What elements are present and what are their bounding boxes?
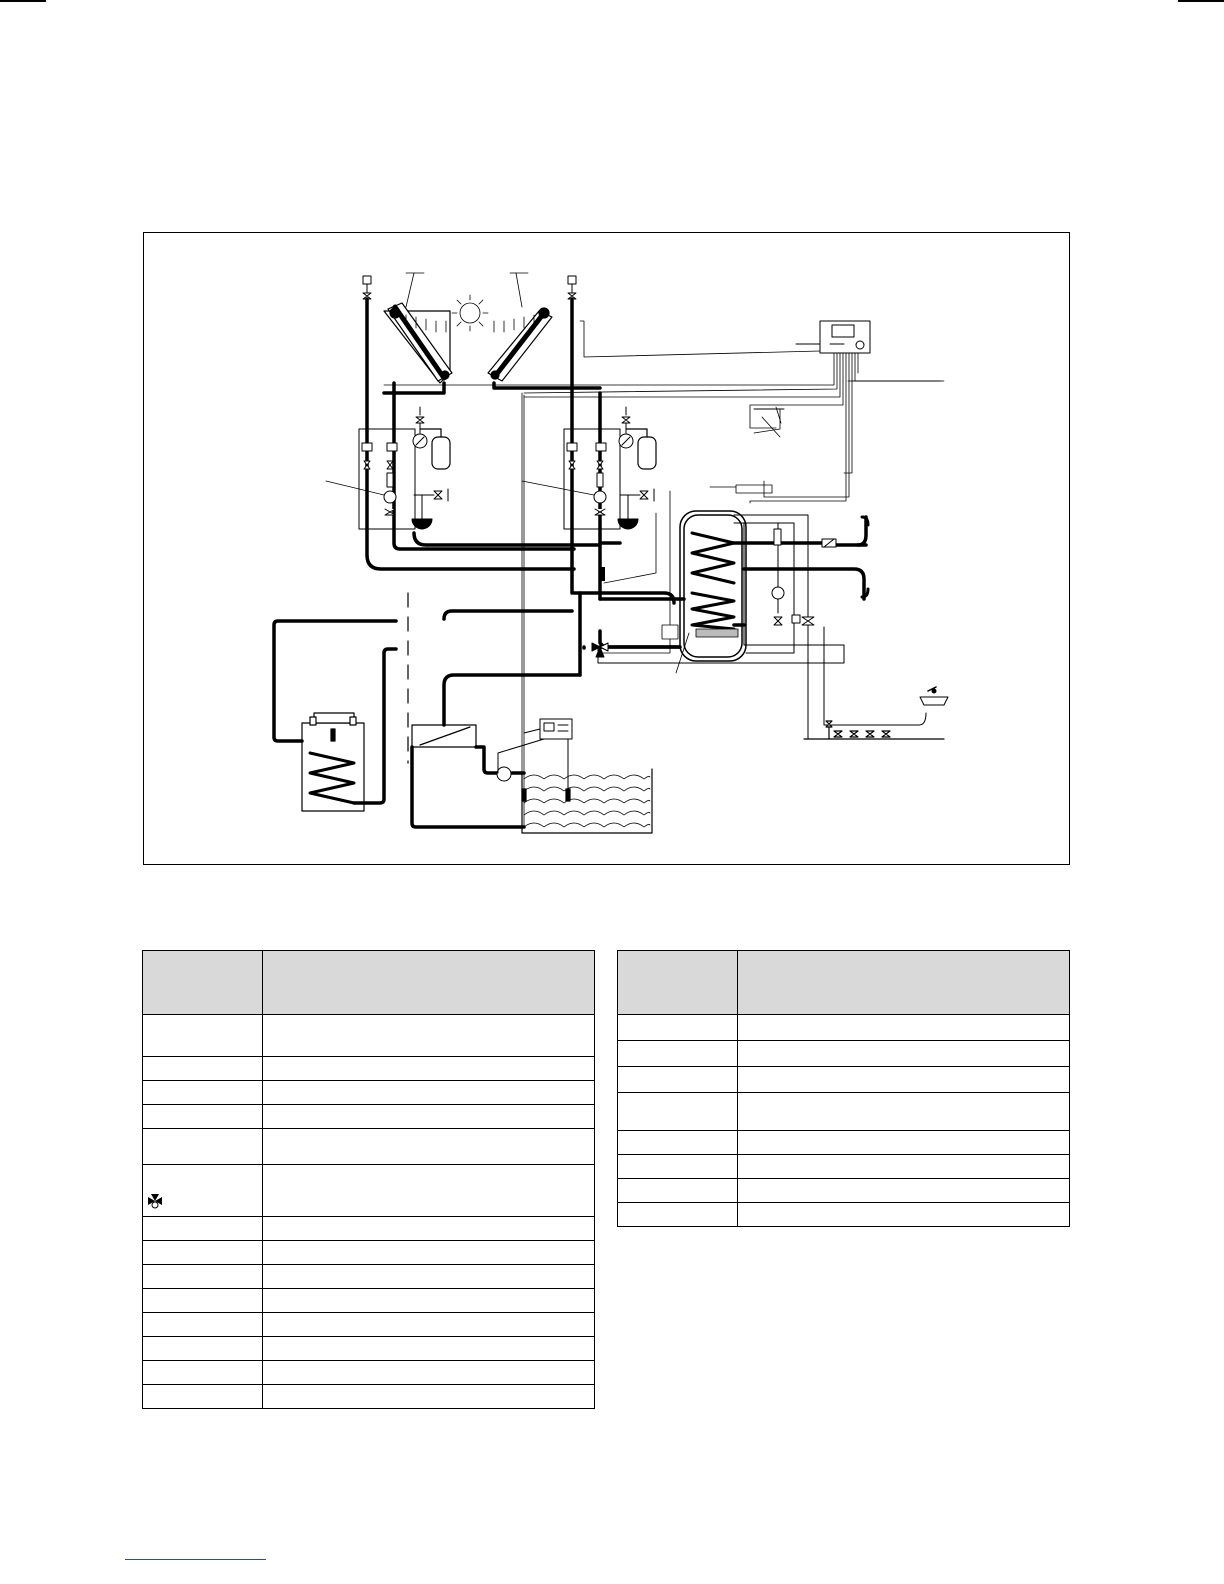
legend-cell: [143, 1081, 263, 1105]
legend-cell: [263, 1015, 595, 1057]
legend-cell: [263, 1289, 595, 1313]
storage-thin-pipes: [598, 515, 944, 739]
legend-cell: [143, 1241, 263, 1265]
table-row: [143, 1057, 595, 1081]
solar-collector-left: [384, 303, 452, 383]
legend-header-symbol: [618, 951, 738, 1015]
table-row: [618, 1131, 1070, 1155]
table-row: [143, 1105, 595, 1129]
legend-cell: [263, 1385, 595, 1409]
legend-cell: [143, 1105, 263, 1129]
legend-header-description: [738, 951, 1070, 1015]
table-row: [143, 1217, 595, 1241]
table-row: [143, 1241, 595, 1265]
legend-cell: [738, 1093, 1070, 1131]
legend-cell: [143, 1165, 263, 1217]
crop-mark-top-left: [0, 0, 46, 2]
legend-cell: [263, 1165, 595, 1217]
schematic-drawing: [144, 233, 1071, 866]
legend-cell: [263, 1129, 595, 1165]
legend-cell: [738, 1155, 1070, 1179]
fill-valve-right: [620, 489, 654, 501]
table-row: [618, 1155, 1070, 1179]
pool-controller: [498, 719, 572, 793]
footer-link-underline: [125, 1559, 266, 1560]
swimming-pool: [522, 769, 652, 833]
table-row: [143, 1361, 595, 1385]
table-row: [618, 1093, 1070, 1131]
legend-cell: [263, 1241, 595, 1265]
fill-valve-left: [414, 489, 448, 501]
legend-cell: [738, 1131, 1070, 1155]
pressure-gauge-right: [619, 434, 633, 448]
legend-header-symbol: [143, 951, 263, 1015]
pool-pipes: [412, 593, 580, 827]
boiler-unit: [302, 713, 364, 811]
table-row: [143, 1385, 595, 1409]
legend-cell: [263, 1105, 595, 1129]
plate-heat-exchanger: [412, 725, 476, 747]
table-row: [143, 1313, 595, 1337]
table-row: [143, 1129, 595, 1165]
hot-water-tap-icon: [920, 687, 948, 705]
legend-cell: [143, 1361, 263, 1385]
legend-cell: [738, 1179, 1070, 1203]
legend-cell: [263, 1057, 595, 1081]
table-row: [143, 1015, 595, 1057]
legend-cell: [143, 1337, 263, 1361]
legend-cell: [263, 1081, 595, 1105]
legend-cell: [618, 1179, 738, 1203]
legend-cell: [143, 1265, 263, 1289]
legend-cell: [143, 1015, 263, 1057]
legend-cell: [263, 1361, 595, 1385]
legend-cell: [143, 1385, 263, 1409]
legend-table-right: [617, 950, 1070, 1227]
table-row: [143, 1289, 595, 1313]
legend-cell: [618, 1015, 738, 1041]
legend-cell: [618, 1093, 738, 1131]
legend-cell: [738, 1015, 1070, 1041]
legend-cell: [738, 1041, 1070, 1067]
air-vent-left: [363, 276, 371, 299]
legend-cell: [618, 1155, 738, 1179]
legend-cell: [143, 1129, 263, 1165]
legend-cell: [143, 1057, 263, 1081]
table-row: [143, 1337, 595, 1361]
table-row: [143, 1081, 595, 1105]
legend-cell: [143, 1217, 263, 1241]
mixing-valve: [792, 615, 814, 625]
legend-cell: [263, 1265, 595, 1289]
solar-controller-icon: [796, 321, 870, 353]
table-row: [143, 1165, 595, 1217]
hydraulic-schematic-diagram: [143, 232, 1070, 865]
storage-tank: [662, 511, 746, 661]
legend-cell: [143, 1313, 263, 1337]
crop-mark-top-right: [1178, 0, 1224, 2]
legend-cell: [143, 1289, 263, 1313]
table-row: [618, 1067, 1070, 1093]
legend-cell: [263, 1217, 595, 1241]
legend-cell: [738, 1067, 1070, 1093]
table-row: [143, 1265, 595, 1289]
non-return-valve-hot: [822, 539, 836, 547]
solar-collector-right: [488, 308, 552, 381]
air-vent-right: [568, 276, 576, 299]
legend-header-row: [618, 951, 1070, 1015]
control-wiring: [384, 321, 939, 828]
legend-cell: [618, 1203, 738, 1227]
table-row: [618, 1041, 1070, 1067]
legend-header-description: [263, 951, 595, 1015]
legend-cell: [618, 1131, 738, 1155]
table-row: [618, 1015, 1070, 1041]
pool-pump: [497, 767, 511, 781]
table-row: [618, 1179, 1070, 1203]
table-row: [618, 1203, 1070, 1227]
legend-header-row: [143, 951, 595, 1015]
three-way-valve-icon: [147, 1193, 163, 1209]
legend-cell: [618, 1041, 738, 1067]
pressure-gauge-left: [413, 434, 427, 448]
legend-cell: [738, 1203, 1070, 1227]
legend-cell: [263, 1313, 595, 1337]
sun-icon: [452, 295, 488, 331]
legend-cell: [263, 1337, 595, 1361]
legend-cell: [618, 1067, 738, 1093]
collector-tank-right: [618, 495, 638, 529]
legend-table-left: [142, 950, 595, 1409]
